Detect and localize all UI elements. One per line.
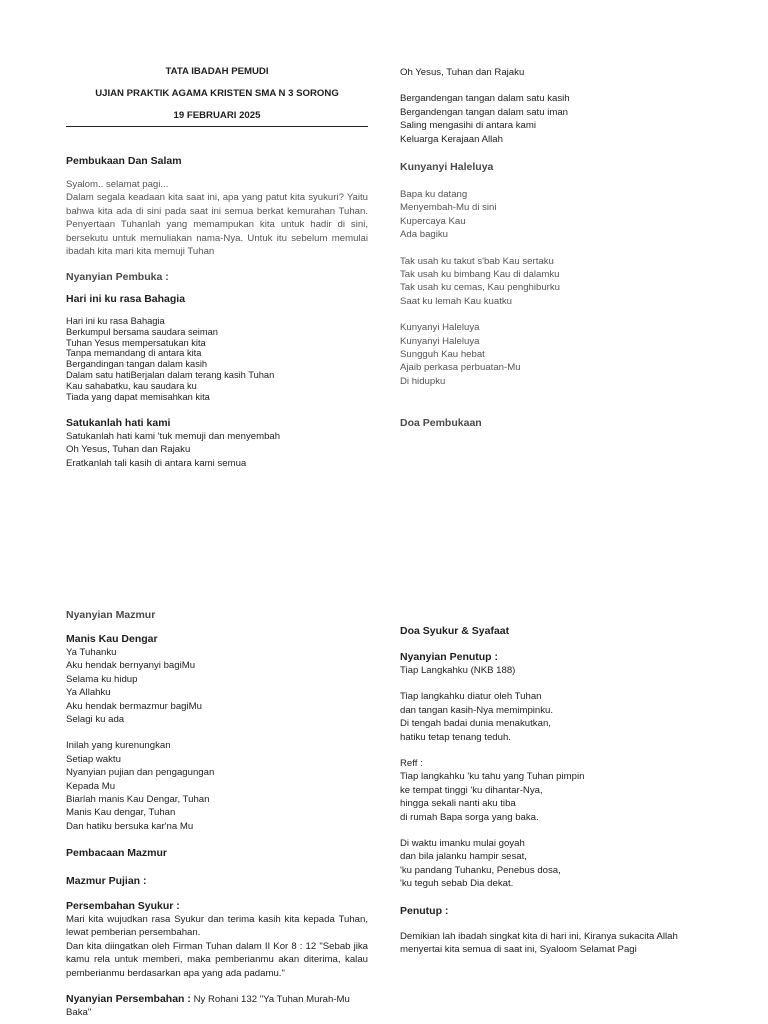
lyric-line: Tanpa memandang di antara kita (66, 348, 202, 359)
lyric-line: Di hidupku (400, 375, 446, 387)
lyric-line: Saat ku lemah Kau kuatku (400, 295, 512, 307)
lyric-line: Nyanyian pujian dan pengagungan (66, 767, 215, 779)
lyric-line: hingga sekali nanti aku tiba (400, 798, 516, 810)
lyric-line: Tuhan Yesus mempersatukan kita (66, 337, 206, 348)
header-divider (66, 126, 368, 127)
lyric-line: Inilah yang kurenungkan (66, 740, 171, 752)
lyric-line: Tak usah ku takut s'bab Kau sertaku (400, 255, 554, 267)
lyric-line: Aku hendak bernyanyi bagiMu (66, 660, 196, 672)
lyric-line: Kupercaya Kau (400, 215, 466, 227)
lyric-line: 'ku teguh sebab Dia dekat. (400, 878, 514, 890)
penutup-heading: Penutup : (400, 905, 449, 917)
lyric-line: dan bila jalanku hampir sesat, (400, 851, 527, 863)
lyric-line: Bergandengan tangan dalam satu iman (400, 106, 569, 118)
pembukaan-heading: Pembukaan Dan Salam (66, 155, 182, 167)
lyric-line: Hari ini ku rasa Bahagia (66, 316, 165, 326)
nyanyian-persembahan-section (66, 992, 368, 1020)
nyanyian-penutup-heading: Nyanyian Penutup : (400, 651, 499, 663)
lyric-line: hatiku tetap tenang teduh. (400, 731, 511, 743)
nyanyian-persembahan-value: Ny Rohani 132 "Ya Tuhan Murah-Mu Baka" (66, 994, 350, 1019)
doc-date: 19 FEBRUARI 2025 (173, 110, 261, 121)
lyric-line: Ajaib perkasa perbuatan-Mu (400, 362, 521, 374)
lyric-line: Selagi ku ada (66, 714, 125, 726)
lyric-line: Dalam satu hatiBerjalan dalam terang kasih Tuhan (66, 369, 275, 380)
lyric-line: di rumah Bapa sorga yang baka. (400, 811, 539, 823)
penutup-body: Demikian lah ibadah singkat kita di hari ini, Kiranya sukacita Allah menyertai kita semua di saat ini, Syaloom Selamat Pagi (400, 931, 678, 956)
lyric-line: Kunyanyi Haleluya (400, 322, 480, 334)
lyric-line: Oh Yesus, Tuhan dan Rajaku (66, 444, 191, 456)
lyric-line: Oh Yesus, Tuhan dan Rajaku (400, 67, 525, 78)
lyric-line: Ada bagiku (400, 229, 449, 241)
satukanlah-heading: Satukanlah hati kami (66, 417, 171, 429)
nyanyian-pembuka-section (66, 270, 368, 402)
mazmur-pujian-heading: Mazmur Pujian : (66, 875, 147, 887)
lyric-line: Bapa ku datang (400, 189, 468, 200)
reff-label: Reff : (400, 758, 423, 770)
lyric-line: Di waktu imanku mulai goyah (400, 838, 525, 850)
lyric-line: Eratkanlah tali kasih di antara kami semua (66, 457, 247, 469)
lyric-line: ke tempat tinggi 'ku dihantar-Nya, (400, 784, 543, 796)
lyric-line: Tak usah ku bimbang Kau di dalamku (400, 269, 560, 281)
satukanlah-section (66, 416, 368, 470)
doa-syukur-heading: Doa Syukur & Syafaat (400, 625, 510, 637)
lyric-line: Berkumpul bersama saudara seiman (66, 326, 218, 337)
lyric-line: Tiap langkahku 'ku tahu yang Tuhan pimpin (400, 771, 585, 783)
nyanyian-penutup-song: Tiap Langkahku (NKB 188) (400, 665, 516, 676)
lyric-line: Biarlah manis Kau Dengar, Tuhan (66, 794, 210, 806)
doa-syukur-section (400, 624, 720, 638)
lyric-line: Satukanlah hati kami 'tuk memuji dan menyembah (66, 431, 281, 442)
lyric-line: Kunyanyi Haleluya (400, 335, 480, 347)
lyric-line: Aku hendak bermazmur bagiMu (66, 700, 202, 712)
doc-subtitle: UJIAN PRAKTIK AGAMA KRISTEN SMA N 3 SORONG (95, 88, 339, 99)
lyric-line: Di tengah badai dunia menakutkan, (400, 718, 551, 730)
lyric-line: Ya Tuhanku (66, 647, 117, 658)
nyanyian-mazmur-heading: Nyanyian Mazmur (66, 609, 156, 621)
pembukaan-section (66, 154, 368, 258)
pembukaan-greeting: Syalom.. selamat pagi... (66, 179, 169, 190)
penutup-section (400, 904, 720, 957)
nyanyian-persembahan-label: Nyanyian Persembahan : (66, 993, 191, 1005)
pembacaan-mazmur-heading: Pembacaan Mazmur (66, 847, 167, 859)
nyanyian-pembuka-heading: Nyanyian Pembuka : (66, 271, 169, 283)
lyric-line: Menyembah-Mu di sini (400, 202, 497, 214)
kunyanyi-heading: Kunyanyi Haleluya (400, 161, 494, 173)
pembukaan-body: Dalam segala keadaan kita saat ini, apa yang patut kita syukuri? Yaitu bahwa kita ada di sini pada saat ini semua berkat kemurahan Tuhan. Penyertaan Tuhanlah yang memampukan kita untuk hadir di sini, bersekutu untuk memuliakan nama-Nya. Untuk itu sebelum memulai ibadah kita mari kita memuji Tuhan (66, 192, 368, 258)
nyanyian-pembuka-lyrics (66, 316, 368, 402)
lyric-line: Dan hatiku bersuka kar'na Mu (66, 820, 194, 832)
persembahan-section (66, 899, 368, 980)
doa-pembukaan-heading: Doa Pembukaan (400, 417, 482, 429)
lyric-line: Setiap waktu (66, 753, 121, 765)
persembahan-body-1: Mari kita wujudkan rasa Syukur dan terima kasih kita kepada Tuhan, lewat pemberian persembahan. (66, 914, 368, 939)
nyanyian-mazmur-song-title: Manis Kau Dengar (66, 633, 158, 645)
nyanyian-penutup-section (400, 650, 720, 891)
doa-pembukaan-section (400, 416, 720, 430)
lyric-line: Bergandengan tangan dalam satu kasih (400, 93, 570, 105)
persembahan-body-2: Dan kita diingatkan oleh Firman Tuhan dalam II Kor 8 : 12 "Sebab jika kamu rela untuk memberi, maka pemberianmu akan diterima, kalau pemberianmu berdasarkan apa yang ada padamu." (66, 940, 368, 979)
header-block (66, 66, 368, 127)
pembacaan-mazmur-section (66, 846, 368, 860)
lyric-line: Ya Allahku (66, 687, 111, 699)
nyanyian-pembuka-song-title: Hari ini ku rasa Bahagia (66, 293, 186, 305)
nyanyian-mazmur-section (66, 608, 368, 833)
lyric-line: dan tangan kasih-Nya memimpinku. (400, 704, 554, 716)
lyric-line: Saling mengasihi di antara kami (400, 120, 536, 132)
lyric-line: Keluarga Kerajaan Allah (400, 133, 503, 145)
persembahan-heading: Persembahan Syukur : (66, 900, 180, 912)
lyric-line: Manis Kau dengar, Tuhan (66, 807, 176, 819)
lyric-line: Kepada Mu (66, 780, 116, 792)
lyric-line: Tak usah ku cemas, Kau penghiburku (400, 282, 560, 294)
lyric-line: Tiada yang dapat memisahkan kita (66, 391, 210, 402)
lyric-line: Kau sahabatku, kau saudara ku (66, 380, 197, 391)
kunyanyi-section (400, 160, 720, 388)
satukanlah-continued (400, 66, 720, 146)
lyric-line: Sungguh Kau hebat (400, 349, 485, 361)
lyric-line: 'ku pandang Tuhanku, Penebus dosa, (400, 864, 561, 876)
lyric-line: Selama ku hidup (66, 673, 138, 685)
mazmur-pujian-section (66, 874, 368, 888)
lyric-line: Tiap langkahku diatur oleh Tuhan (400, 691, 542, 703)
lyric-line: Bergandingan tangan dalam kasih (66, 359, 208, 370)
doc-title: TATA IBADAH PEMUDI (165, 66, 269, 77)
